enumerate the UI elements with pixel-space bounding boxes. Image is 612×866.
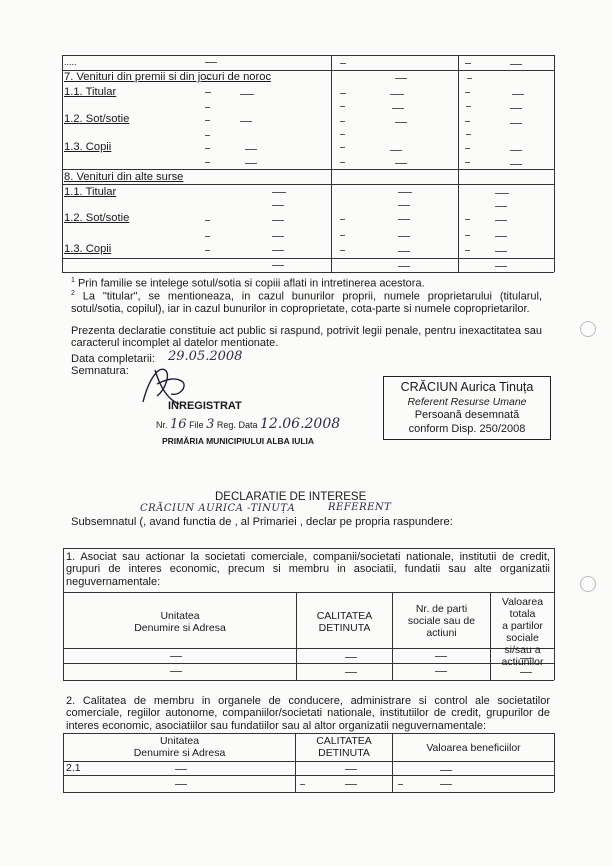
row-copii: 1.3. Copii — [64, 243, 112, 255]
table-border — [331, 55, 332, 272]
row-titular: 1.1. Titular — [64, 86, 117, 98]
stamp-fields: Nr. 16 File 3 Reg. Data 12.06.2008 — [156, 416, 341, 432]
table-border — [62, 55, 63, 272]
punch-hole — [580, 576, 596, 592]
stamp-institution: PRIMĂRIA MUNICIPIULUI ALBA IULIA — [162, 436, 315, 446]
col-unitatea: Unitatea Denumire si Adresa — [134, 610, 226, 634]
handwritten-role: REFERENT — [328, 502, 392, 513]
section-1-text: 1. Asociat sau actionar la societati comerciale, companii/societati nationale, institutii de credit, grupuri de interes economic, precum si membru in asociatii, fundatii sau alte organizatii neguvernamentale: — [66, 551, 550, 588]
table-border — [554, 55, 555, 272]
interests-title: DECLARATIE DE INTERESE — [215, 491, 367, 503]
stamp-line-3: Persoană desemnată — [414, 409, 520, 421]
table-border — [458, 55, 459, 272]
stamp-name: CRĂCIUN Aurica Tinuța — [400, 380, 534, 394]
ellipsis: ..... — [64, 57, 77, 67]
col-nr-parti: Nr. de parti sociale sau de actiuni — [407, 603, 476, 639]
row-copii: 1.3. Copii — [64, 141, 112, 153]
section-8-heading: 8. Venituri din alte surse — [64, 171, 184, 183]
subscribed-statement: Subsemnatul (, avand functia de , al Primariei , declar pe propria raspundere: — [71, 516, 453, 528]
col-unitatea-2: Unitatea Denumire si Adresa — [133, 735, 226, 759]
signature-label: Semnatura: — [71, 365, 129, 377]
row-sot-sotie: 1.2. Sot/sotie — [64, 212, 130, 224]
punch-hole — [580, 321, 596, 337]
table-border — [62, 272, 554, 273]
row-sot-sotie: 1.2. Sot/sotie — [64, 113, 130, 125]
col-calitatea-2: CALITATEA DETINUTA — [316, 735, 372, 759]
footnote-1: $^1$ Prin familie se intelege sotul/sotia si copiii aflati in intretinerea acestora. — [71, 277, 425, 290]
footnote-2: $^2$ La "titular", se mentioneaza, in cazul bunurilor proprii, numele proprietarului (titularul, sotul/sotia, copilul), iar in cazul bunurilor in coproprietate, cota-parte si numele coproprietarilor. — [71, 290, 542, 315]
col-valoarea: Valoarea totala a partilor sociale si/sau a actiunilor — [501, 596, 544, 668]
section-2-text: 2. Calitatea de membru in organele de conducere, administrare si control ale societatilor comerciale, regiilor autonome, companiilor/societati nationale, institutiilor de credit, grupurilor de interes economic, asociatiilor sau fundatiilor sau al altor organizatii neguvernamentale: — [66, 695, 550, 732]
table-border — [62, 184, 554, 185]
table-border — [62, 55, 554, 56]
row-titular: 1.1. Titular — [64, 186, 117, 198]
table-border — [62, 169, 554, 170]
stamp-title: INREGISTRAT — [168, 400, 242, 412]
public-act-statement: Prezenta declaratie constituie act public si raspund, potrivit legii penale, pentru inexactitatea sau caracterul incomplet al datelor mentionate. — [71, 325, 542, 350]
name-stamp — [383, 376, 551, 440]
date-completed-label: Data completarii: — [71, 353, 155, 365]
handwritten-name: CRĂCIUN AURICA -TINUȚA — [140, 503, 296, 514]
row-2-1: 2.1 — [66, 762, 81, 774]
date-completed-value: 29.05.2008 — [168, 349, 243, 364]
stamp-role: Referent Resurse Umane — [407, 396, 527, 408]
table-border — [62, 258, 554, 259]
col-calitatea: CALITATEA DETINUTA — [316, 610, 373, 634]
registration-stamp — [110, 385, 341, 455]
stamp-line-4: conform Disp. 250/2008 — [408, 423, 526, 435]
col-valoarea-beneficiilor: Valoarea beneficiilor — [426, 742, 521, 754]
section-7-heading: 7. Venituri din premii si din jocuri de noroc — [64, 71, 272, 83]
